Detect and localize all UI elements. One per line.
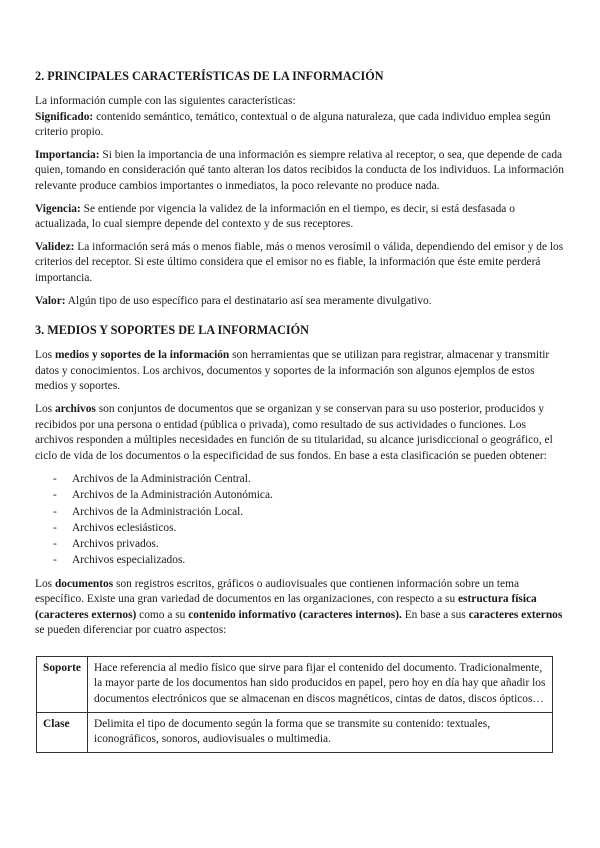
text-run: Los [35,349,55,362]
table-row [37,712,553,752]
text-run: como a su [136,608,189,621]
text-run: Los [35,577,55,590]
bold-term: medios y soportes de la información [54,349,230,362]
section-3-heading: 3. MEDIOS Y SOPORTES DE LA INFORMACIÓN [35,323,309,338]
text-run: son conjuntos de documentos que se organizan y se conservan para su uso posterior, producidos y recibidos por una persona o entidad (pública o privada), como resultado de sus actividades o funciones. Los archivos responden a múltiples necesidades en función de su titularidad, su alcance jurisdiccional o geográfico, el ciclo de vida de los documentos o la especificidad de sus fondos. En base a esta clasificación se pueden obtener: [35,402,553,462]
external-characteristics-table [36,656,553,753]
archive-types-list [35,471,567,568]
list-item: - Archivos eclesiásticos. [35,520,567,536]
list-item: - Archivos de la Administración Local. [35,504,567,520]
document-page [35,68,567,753]
list-item: - Archivos de la Administración Central. [35,471,567,487]
list-item: - Archivos de la Administración Autonómica. [35,487,567,503]
characteristic-text: Algún tipo de uso específico para el destinatario así sea meramente divulgativo. [65,294,432,307]
characteristic-term: Vigencia: [35,202,81,215]
text-run: son registros escritos, gráficos o audiovisuales que contienen información sobre un tema específico. Existe una gran variedad de documentos en las organizaciones, con respecto a su [35,577,520,606]
text-run: se pueden diferenciar por cuatro aspectos: [35,624,227,637]
table-row [37,656,553,712]
characteristic-term: Significado: [35,110,94,123]
paragraph-archivos [35,402,567,464]
characteristic-text: La información será más o menos fiable, más o menos verosímil o válida, dependiendo del emisor y de los criterios del receptor. Si este último considera que el emisor no es fiable, la información que éste emite perderá importancia. [35,240,564,284]
table-cell-description: Delimita el tipo de documento según la forma que se transmite su contenido: textuales, iconográficos, sonoros, audiovisuales o multimedia. [88,712,553,752]
section-2-intro: La información cumple con las siguientes características: [35,95,296,107]
bold-term: estructura física (caracteres externos) [35,593,537,621]
characteristic-text: Si bien la importancia de una información es siempre relativa al receptor, o sea, que depende de cada quien, tomando en consideración qué tanto alteran los datos recibidos la conducta de los individuos. La información relevante produce cambios importantes o inmediatos, la poco relevante no produce nada. [35,148,564,192]
bold-term: archivos [54,402,96,415]
paragraph-documentos [35,577,567,639]
section-2-heading: 2. PRINCIPALES CARACTERÍSTICAS DE LA INFORMACIÓN [35,69,384,83]
table-cell-term: Soporte [37,656,88,712]
characteristic-term: Importancia: [35,148,100,161]
bold-term: documentos [54,577,114,590]
characteristic-term: Valor: [35,294,66,307]
table-cell-description: Hace referencia al medio físico que sirve para fijar el contenido del documento. Tradicionalmente, la mayor parte de los documentos han sido producidos en papel, pero hoy en día hay que añadir los documentos electrónicos que se almacenan en discos magnéticos, cintas de datos, discos ópticos… [88,656,553,712]
characteristic-validez [35,240,567,287]
list-item: - Archivos especializados. [35,552,567,568]
characteristic-significado [35,110,567,141]
list-item: - Archivos privados. [35,536,567,552]
characteristic-vigencia [35,202,567,233]
table-cell-term: Clase [37,712,88,752]
text-run: Los [35,402,55,415]
characteristic-importancia [35,148,567,195]
paragraph-medios [35,348,567,395]
characteristic-text: contenido semántico, temático, contextual o de alguna naturaleza, que cada individuo emplea según criterio propio. [35,110,551,139]
text-run: son herramientas que se utilizan para registrar, almacenar y transmitir datos y conocimientos. Los archivos, documentos y soportes de la información son algunos ejemplos de estos medios y soportes. [35,349,550,393]
bold-term: contenido informativo (caracteres internos). [188,608,402,621]
characteristic-term: Validez: [35,240,75,253]
bold-term: caracteres externos [468,608,563,621]
characteristic-text: Se entiende por vigencia la validez de la información en el tiempo, es decir, si está desfasada o actualizada, lo cual siempre depende del contexto y de sus receptores. [35,202,515,231]
characteristic-valor [35,294,567,310]
text-run: En base a sus [401,608,469,621]
